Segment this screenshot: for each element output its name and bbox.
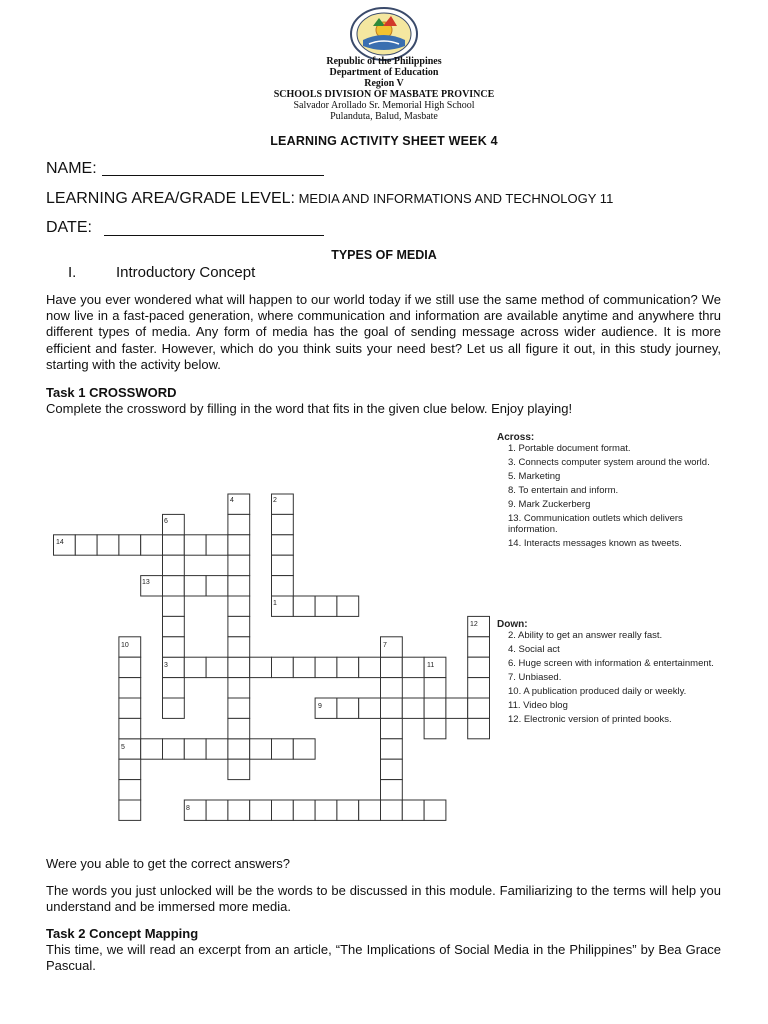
crossword-cell[interactable] xyxy=(424,718,446,738)
crossword-cell[interactable] xyxy=(381,678,403,698)
down-clue-6: 6. Huge screen with information & entertainment. xyxy=(508,658,714,669)
crossword-cell[interactable] xyxy=(381,698,403,718)
crossword-cell[interactable] xyxy=(206,657,228,677)
crossword-cell[interactable] xyxy=(359,657,381,677)
down-clue-10: 10. A publication produced daily or weekly. xyxy=(508,686,687,697)
crossword-cell[interactable] xyxy=(293,800,315,820)
crossword-cell[interactable] xyxy=(228,535,250,555)
clue-number-1: 1 xyxy=(273,600,277,607)
crossword-cell[interactable] xyxy=(468,698,490,718)
crossword-cell[interactable] xyxy=(228,637,250,657)
crossword-cell[interactable] xyxy=(119,759,141,779)
crossword-cell[interactable] xyxy=(228,494,250,514)
crossword-cell[interactable] xyxy=(228,596,250,616)
crossword-cell[interactable] xyxy=(315,596,337,616)
crossword-cell[interactable] xyxy=(119,780,141,800)
crossword-cell[interactable] xyxy=(228,657,250,677)
crossword-cell[interactable] xyxy=(228,718,250,738)
crossword-cell[interactable] xyxy=(228,739,250,759)
header-department: Department of Education xyxy=(329,67,439,78)
section-number: I. xyxy=(68,264,77,281)
crossword-cell[interactable] xyxy=(272,657,294,677)
crossword-cell[interactable] xyxy=(468,657,490,677)
crossword-cell[interactable] xyxy=(228,698,250,718)
crossword-cell[interactable] xyxy=(163,678,185,698)
crossword-cell[interactable] xyxy=(184,657,206,677)
clue-number-9: 9 xyxy=(318,703,322,710)
crossword-cell[interactable] xyxy=(402,698,424,718)
crossword-cell[interactable] xyxy=(206,739,228,759)
types-of-media-title: TYPES OF MEDIA xyxy=(331,248,437,262)
crossword-cell[interactable] xyxy=(54,535,76,555)
crossword-cell[interactable] xyxy=(468,637,490,657)
crossword-cell[interactable] xyxy=(272,555,294,575)
crossword-cell[interactable] xyxy=(228,800,250,820)
date-field[interactable] xyxy=(104,235,324,236)
crossword-cell[interactable] xyxy=(272,576,294,596)
crossword-cell[interactable] xyxy=(250,739,272,759)
task2-title: Task 2 Concept Mapping xyxy=(46,926,199,941)
crossword-cell[interactable] xyxy=(381,718,403,738)
down-clue-7: 7. Unbiased. xyxy=(508,672,562,683)
crossword-cell[interactable] xyxy=(468,616,490,636)
crossword-cell[interactable] xyxy=(163,596,185,616)
crossword-cell[interactable] xyxy=(359,800,381,820)
crossword-cell[interactable] xyxy=(315,698,337,718)
down-clues xyxy=(497,619,717,728)
task2-text: This time, we will read an excerpt from an article, “The Implications of Social Media in the Philippines” by Bea Grace Pascual. xyxy=(46,942,721,974)
crossword-cell[interactable] xyxy=(141,739,163,759)
crossword-cell[interactable] xyxy=(184,535,206,555)
crossword-cell[interactable] xyxy=(163,657,185,677)
down-clue-2: 2. Ability to get an answer really fast. xyxy=(508,630,663,641)
crossword-cell[interactable] xyxy=(293,739,315,759)
crossword-cell[interactable] xyxy=(119,739,141,759)
crossword-cell[interactable] xyxy=(337,800,359,820)
header-address: Pulanduta, Balud, Masbate xyxy=(330,111,438,122)
intro-paragraph: Have you ever wondered what will happen to our world today if we still use the same method of communication? We now live in a fast-paced generation, where communication and information are available anytime and anywhere thru different types of media. Any form of media has the goal of sending message across wider audience. It is more efficient and faster. However, which do you think suits your need best? Let us all figure it out, in this study journey, starting with the activity below. xyxy=(46,292,721,372)
crossword-cell[interactable] xyxy=(163,555,185,575)
crossword-cell[interactable] xyxy=(184,800,206,820)
crossword-cell[interactable] xyxy=(184,576,206,596)
crossword-cell[interactable] xyxy=(337,657,359,677)
crossword-cell[interactable] xyxy=(402,657,424,677)
crossword-cell[interactable] xyxy=(163,698,185,718)
learning-area-label: LEARNING AREA/GRADE LEVEL: xyxy=(46,190,295,207)
crossword-cell[interactable] xyxy=(141,576,163,596)
crossword-cell[interactable] xyxy=(272,535,294,555)
crossword-cell[interactable] xyxy=(119,535,141,555)
crossword-cell[interactable] xyxy=(424,657,446,677)
across-clue-1: 1. Portable document format. xyxy=(508,443,631,454)
across-heading: Across: xyxy=(497,432,535,443)
across-clue-13: 13. Communication outlets which delivers information. xyxy=(508,513,683,535)
crossword-cell[interactable] xyxy=(424,698,446,718)
crossword-cell[interactable] xyxy=(381,800,403,820)
crossword-cell[interactable] xyxy=(381,780,403,800)
crossword-cell[interactable] xyxy=(163,514,185,534)
crossword-cell[interactable] xyxy=(381,759,403,779)
crossword-cell[interactable] xyxy=(272,514,294,534)
crossword-cell[interactable] xyxy=(337,596,359,616)
crossword-cell[interactable] xyxy=(228,616,250,636)
crossword-cell[interactable] xyxy=(141,535,163,555)
crossword-cell[interactable] xyxy=(206,576,228,596)
clue-number-3: 3 xyxy=(164,662,168,669)
crossword-cell[interactable] xyxy=(381,637,403,657)
crossword-cell[interactable] xyxy=(119,657,141,677)
crossword-cell[interactable] xyxy=(293,657,315,677)
learning-area-row xyxy=(46,190,613,208)
across-clue-3: 3. Connects computer system around the world. xyxy=(508,457,710,468)
crossword-cell[interactable] xyxy=(163,637,185,657)
crossword-cell[interactable] xyxy=(206,535,228,555)
task1-title: Task 1 CROSSWORD xyxy=(46,385,177,400)
header-school: Salvador Arollado Sr. Memorial High School xyxy=(293,100,475,111)
across-clues xyxy=(497,432,712,552)
deped-seal-logo xyxy=(349,6,419,62)
crossword-cell[interactable] xyxy=(293,596,315,616)
crossword-cell[interactable] xyxy=(163,739,185,759)
crossword-cell[interactable] xyxy=(119,718,141,738)
clue-number-2: 2 xyxy=(273,497,277,504)
crossword-cell[interactable] xyxy=(315,657,337,677)
name-field[interactable] xyxy=(102,175,324,176)
across-clue-9: 9. Mark Zuckerberg xyxy=(508,499,591,510)
down-heading: Down: xyxy=(497,619,528,630)
crossword-cell[interactable] xyxy=(468,718,490,738)
clue-number-11: 11 xyxy=(427,662,435,669)
clue-number-10: 10 xyxy=(121,642,129,649)
learning-area-value: MEDIA AND INFORMATIONS AND TECHNOLOGY 11 xyxy=(294,191,614,206)
crossword-cell[interactable] xyxy=(272,739,294,759)
down-clue-12: 12. Electronic version of printed books. xyxy=(508,714,672,725)
crossword-cell[interactable] xyxy=(228,514,250,534)
crossword-cell[interactable] xyxy=(184,739,206,759)
crossword-cell[interactable] xyxy=(468,678,490,698)
name-label: NAME: xyxy=(46,160,97,177)
across-clue-5: 5. Marketing xyxy=(508,471,561,482)
clue-number-14: 14 xyxy=(56,539,64,546)
crossword-cell[interactable] xyxy=(228,759,250,779)
clue-number-4: 4 xyxy=(230,497,234,504)
header-division: SCHOOLS DIVISION OF MASBATE PROVINCE xyxy=(273,89,495,100)
crossword-cell[interactable] xyxy=(228,576,250,596)
crossword-cell[interactable] xyxy=(381,739,403,759)
clue-number-8: 8 xyxy=(186,805,190,812)
crossword-cell[interactable] xyxy=(119,678,141,698)
crossword-cell[interactable] xyxy=(424,678,446,698)
across-clue-8: 8. To entertain and inform. xyxy=(508,485,619,496)
after-paragraph: The words you just unlocked will be the words to be discussed in this module. Familiarizing to the terms will help you understand and be immersed more media. xyxy=(46,883,721,915)
crossword-cell[interactable] xyxy=(272,596,294,616)
crossword-cell[interactable] xyxy=(163,576,185,596)
crossword-cell[interactable] xyxy=(163,616,185,636)
crossword-cell[interactable] xyxy=(228,678,250,698)
crossword-cell[interactable] xyxy=(424,800,446,820)
crossword-cell[interactable] xyxy=(272,800,294,820)
clue-number-6: 6 xyxy=(164,518,168,525)
crossword-cell[interactable] xyxy=(359,698,381,718)
crossword-cell[interactable] xyxy=(337,698,359,718)
header-region: Region V xyxy=(364,78,404,89)
crossword-cell[interactable] xyxy=(206,800,228,820)
crossword-cell[interactable] xyxy=(315,800,337,820)
task1-instruction: Complete the crossword by filling in the word that fits in the given clue below. Enjoy playing! xyxy=(46,401,573,416)
crossword-cell[interactable] xyxy=(97,535,119,555)
sheet-title: LEARNING ACTIVITY SHEET WEEK 4 xyxy=(270,134,498,148)
clue-number-5: 5 xyxy=(121,744,125,751)
header-republic: Republic of the Philippines xyxy=(326,56,442,67)
crossword-cell[interactable] xyxy=(163,535,185,555)
crossword-cell[interactable] xyxy=(250,800,272,820)
down-clue-4: 4. Social act xyxy=(508,644,560,655)
crossword-cell[interactable] xyxy=(446,698,468,718)
crossword-cell[interactable] xyxy=(119,637,141,657)
crossword-cell[interactable] xyxy=(250,657,272,677)
crossword-cell[interactable] xyxy=(381,657,403,677)
after-question: Were you able to get the correct answers? xyxy=(46,856,290,871)
clue-number-7: 7 xyxy=(383,642,387,649)
crossword-cell[interactable] xyxy=(119,800,141,820)
crossword-cell[interactable] xyxy=(402,800,424,820)
clue-number-13: 13 xyxy=(142,579,150,586)
section-title: Introductory Concept xyxy=(116,264,256,281)
crossword-cell[interactable] xyxy=(272,494,294,514)
across-clue-14: 14. Interacts messages known as tweets. xyxy=(508,538,682,549)
down-clue-11: 11. Video blog xyxy=(508,700,568,711)
crossword-cell[interactable] xyxy=(75,535,97,555)
crossword-cell[interactable] xyxy=(119,698,141,718)
crossword-cell[interactable] xyxy=(228,555,250,575)
clue-number-12: 12 xyxy=(470,621,478,628)
date-label: DATE: xyxy=(46,219,92,236)
